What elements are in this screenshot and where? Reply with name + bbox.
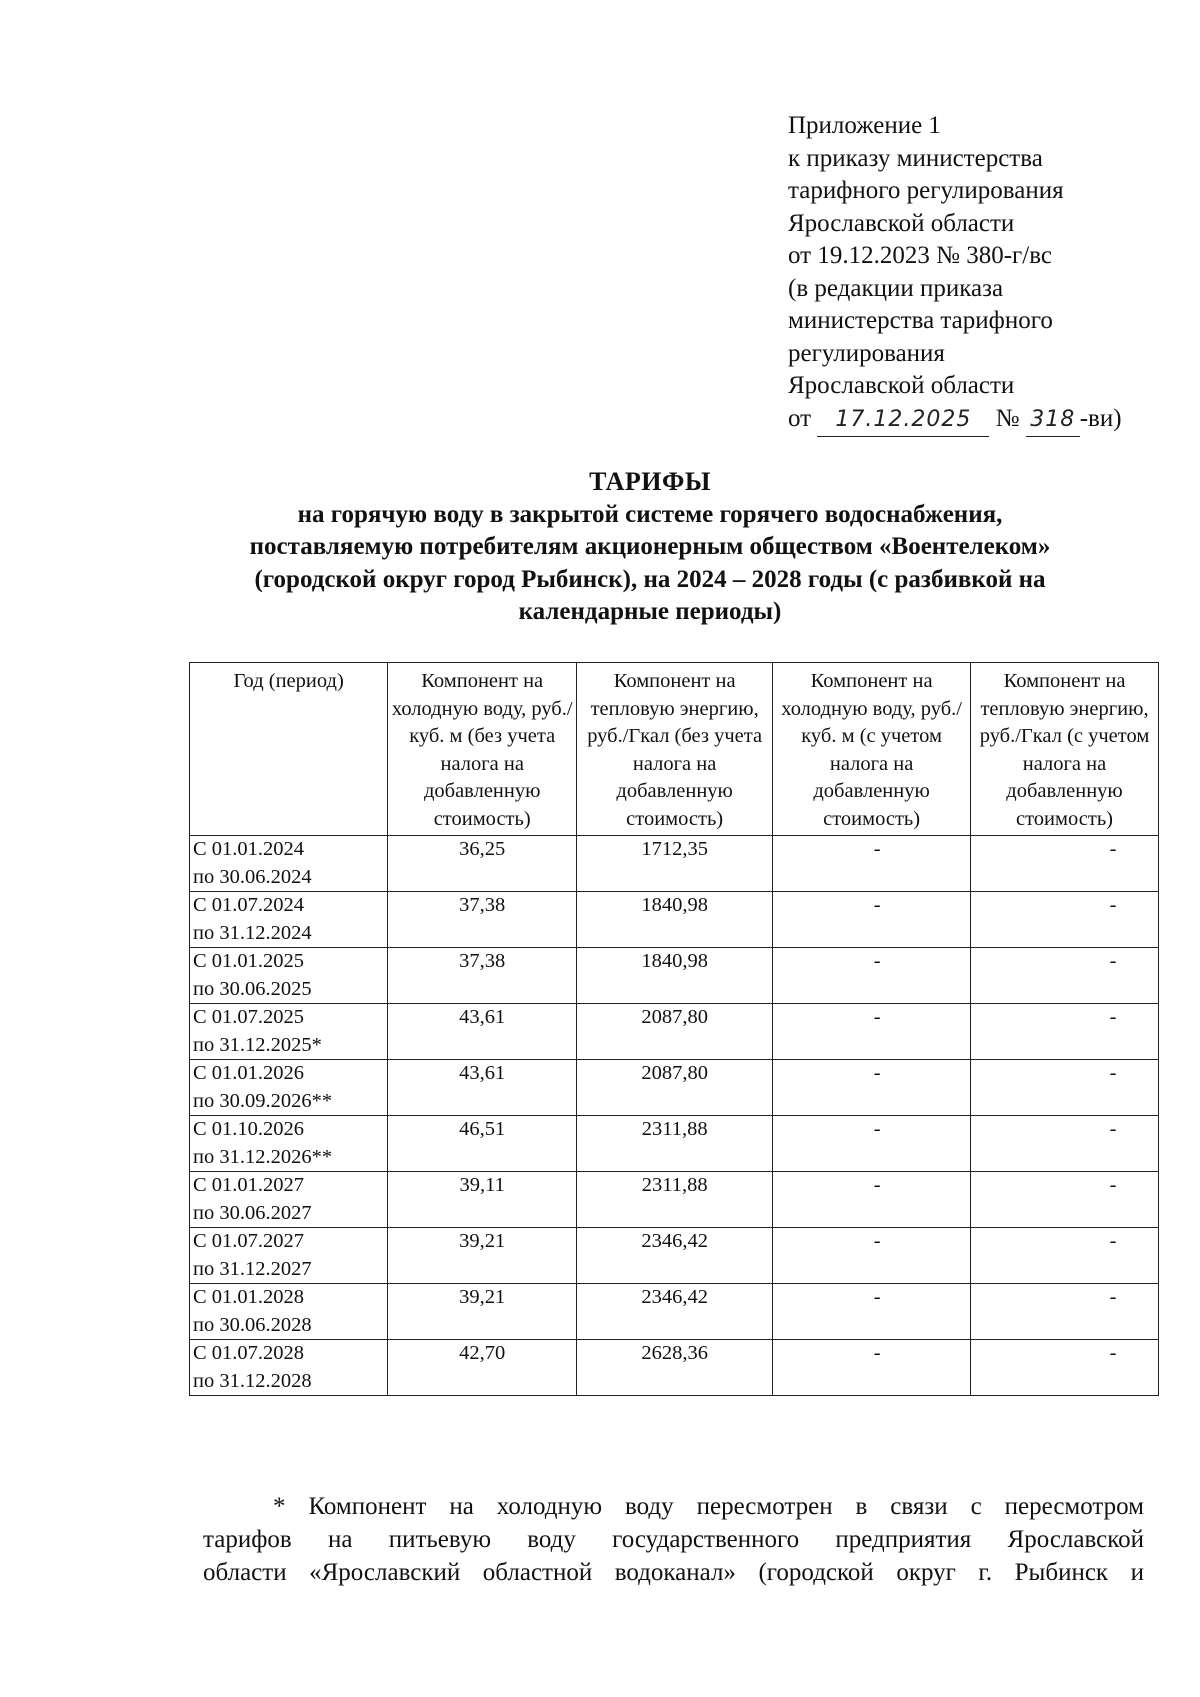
amendment-prefix: от bbox=[788, 404, 812, 432]
period-cell bbox=[190, 1116, 388, 1172]
cold-water-vat-cell: - bbox=[773, 892, 971, 948]
heat-energy-vat-cell: - bbox=[971, 1172, 1159, 1228]
appendix-heading bbox=[788, 110, 1168, 437]
title-line: поставляемую потребителям акционерным обществом «Воентелеком» bbox=[249, 533, 1051, 560]
heat-energy-value-cell: 2346,42 bbox=[577, 1228, 773, 1284]
cold-water-vat-cell: - bbox=[773, 1060, 971, 1116]
period-to: по 31.12.2024 bbox=[193, 921, 312, 944]
heat-energy-vat-cell: - bbox=[971, 892, 1159, 948]
heat-energy-value-cell: 2628,36 bbox=[577, 1340, 773, 1396]
appendix-line: Приложение 1 bbox=[788, 112, 941, 139]
period-from: С 01.07.2024 bbox=[193, 894, 305, 916]
heat-energy-value-cell: 2311,88 bbox=[577, 1172, 773, 1228]
cold-water-value-cell: 36,25 bbox=[388, 836, 577, 892]
table-row bbox=[190, 1228, 1159, 1284]
footnote-line: * Компонент на холодную воду пересмотрен в связи с пересмотром bbox=[273, 1493, 1144, 1520]
period-to: по 31.12.2028 bbox=[193, 1369, 312, 1392]
header-period: Год (период) bbox=[190, 663, 388, 836]
period-from: С 01.07.2028 bbox=[193, 1342, 305, 1364]
heat-energy-value-cell: 2346,42 bbox=[577, 1284, 773, 1340]
appendix-line: Ярославской области bbox=[788, 209, 1015, 237]
footnote-line: области «Ярославский областной водоканал» (городской округ г. Рыбинск и bbox=[203, 1559, 1144, 1586]
heat-energy-value-cell: 2311,88 bbox=[577, 1116, 773, 1172]
header-heat-energy: Компонент на тепловую энергию, руб./Гкал (без учета налога на добавленную стоимость) bbox=[577, 663, 773, 836]
cold-water-value-cell: 42,70 bbox=[388, 1340, 577, 1396]
title-line: (городской округ город Рыбинск), на 2024 – 2028 годы (с разбивкой на bbox=[254, 565, 1046, 593]
period-from: С 01.01.2027 bbox=[193, 1174, 305, 1196]
period-from: С 01.01.2025 bbox=[193, 950, 305, 972]
appendix-line: регулирования bbox=[788, 339, 945, 367]
appendix-line: к приказу министерства bbox=[788, 144, 1043, 172]
cold-water-value-cell: 39,11 bbox=[388, 1172, 577, 1228]
table-row bbox=[190, 948, 1159, 1004]
table-header-row bbox=[190, 663, 1159, 836]
number-sign: № bbox=[995, 404, 1020, 432]
cold-water-value-cell: 37,38 bbox=[388, 948, 577, 1004]
heat-energy-vat-cell: - bbox=[971, 1060, 1159, 1116]
cold-water-vat-cell: - bbox=[773, 836, 971, 892]
title-line: календарные периоды) bbox=[518, 598, 782, 625]
heat-energy-vat-cell: - bbox=[971, 1340, 1159, 1396]
cold-water-value-cell: 37,38 bbox=[388, 892, 577, 948]
appendix-line: от 19.12.2023 № 380-г/вс bbox=[788, 242, 1052, 269]
cold-water-value-cell: 43,61 bbox=[388, 1004, 577, 1060]
cold-water-value-cell: 46,51 bbox=[388, 1116, 577, 1172]
period-cell bbox=[190, 1004, 388, 1060]
period-cell bbox=[190, 836, 388, 892]
period-from: С 01.07.2025 bbox=[193, 1006, 305, 1028]
period-to: по 31.12.2026** bbox=[193, 1145, 333, 1168]
period-cell bbox=[190, 1284, 388, 1340]
period-to: по 30.06.2027 bbox=[193, 1201, 312, 1224]
period-cell bbox=[190, 1172, 388, 1228]
heat-energy-vat-cell: - bbox=[971, 1004, 1159, 1060]
cold-water-vat-cell: - bbox=[773, 1004, 971, 1060]
heat-energy-vat-cell: - bbox=[971, 948, 1159, 1004]
table-body bbox=[190, 836, 1159, 1396]
cold-water-vat-cell: - bbox=[773, 948, 971, 1004]
period-to: по 30.06.2024 bbox=[193, 865, 312, 888]
heat-energy-vat-cell: - bbox=[971, 836, 1159, 892]
document-title bbox=[190, 466, 1110, 629]
appendix-amendment-line bbox=[788, 403, 1168, 438]
heat-energy-vat-cell: - bbox=[971, 1284, 1159, 1340]
period-to: по 30.09.2026** bbox=[193, 1089, 333, 1112]
period-cell bbox=[190, 1340, 388, 1396]
appendix-line: министерства тарифного bbox=[788, 307, 1053, 334]
table-row bbox=[190, 1004, 1159, 1060]
table-row bbox=[190, 836, 1159, 892]
cold-water-vat-cell: - bbox=[773, 1116, 971, 1172]
appendix-line: Ярославской области bbox=[788, 372, 1015, 399]
heat-energy-value-cell: 1712,35 bbox=[577, 836, 773, 892]
amendment-suffix: -ви) bbox=[1079, 404, 1122, 432]
table-row bbox=[190, 1284, 1159, 1340]
period-from: С 01.01.2028 bbox=[193, 1286, 305, 1308]
cold-water-value-cell: 39,21 bbox=[388, 1284, 577, 1340]
table-row bbox=[190, 1172, 1159, 1228]
handwritten-date: 17.12.2025 bbox=[817, 404, 989, 438]
tariffs-table bbox=[189, 662, 1159, 1396]
header-cold-water: Компонент на холодную воду, руб./ куб. м (без учета налога на добавленную стоимость) bbox=[388, 663, 577, 836]
table-row bbox=[190, 892, 1159, 948]
period-from: С 01.01.2026 bbox=[193, 1062, 305, 1084]
title-main: ТАРИФЫ bbox=[589, 467, 711, 496]
heat-energy-vat-cell: - bbox=[971, 1228, 1159, 1284]
cold-water-value-cell: 43,61 bbox=[388, 1060, 577, 1116]
period-cell bbox=[190, 892, 388, 948]
header-cold-water-vat: Компонент на холодную воду, руб./ куб. м (с учетом налога на добавленную стоимость) bbox=[773, 663, 971, 836]
heat-energy-value-cell: 1840,98 bbox=[577, 892, 773, 948]
cold-water-value-cell: 39,21 bbox=[388, 1228, 577, 1284]
period-cell bbox=[190, 1060, 388, 1116]
appendix-line: (в редакции приказа bbox=[788, 274, 1004, 302]
heat-energy-value-cell: 2087,80 bbox=[577, 1060, 773, 1116]
heat-energy-value-cell: 1840,98 bbox=[577, 948, 773, 1004]
period-from: С 01.01.2024 bbox=[193, 838, 305, 860]
footnote-line: тарифов на питьевую воду государственного предприятия Ярославской bbox=[203, 1526, 1144, 1553]
header-heat-energy-vat: Компонент на тепловую энергию, руб./Гкал (с учетом налога на добавленную стоимость) bbox=[971, 663, 1159, 836]
period-from: С 01.10.2026 bbox=[193, 1118, 305, 1140]
cold-water-vat-cell: - bbox=[773, 1340, 971, 1396]
cold-water-vat-cell: - bbox=[773, 1228, 971, 1284]
period-to: по 30.06.2025 bbox=[193, 977, 312, 1000]
table-row bbox=[190, 1116, 1159, 1172]
period-cell bbox=[190, 948, 388, 1004]
handwritten-number: 318 bbox=[1026, 404, 1080, 438]
cold-water-vat-cell: - bbox=[773, 1284, 971, 1340]
heat-energy-vat-cell: - bbox=[971, 1116, 1159, 1172]
title-line: на горячую воду в закрытой системе горячего водоснабжения, bbox=[297, 500, 1003, 528]
period-to: по 31.12.2027 bbox=[193, 1257, 312, 1280]
period-cell bbox=[190, 1228, 388, 1284]
period-from: С 01.07.2027 bbox=[193, 1230, 305, 1252]
heat-energy-value-cell: 2087,80 bbox=[577, 1004, 773, 1060]
period-to: по 30.06.2028 bbox=[193, 1313, 312, 1336]
table-row bbox=[190, 1340, 1159, 1396]
appendix-line: тарифного регулирования bbox=[788, 177, 1064, 204]
table-row bbox=[190, 1060, 1159, 1116]
period-to: по 31.12.2025* bbox=[193, 1033, 322, 1056]
footnote bbox=[203, 1490, 1144, 1589]
cold-water-vat-cell: - bbox=[773, 1172, 971, 1228]
